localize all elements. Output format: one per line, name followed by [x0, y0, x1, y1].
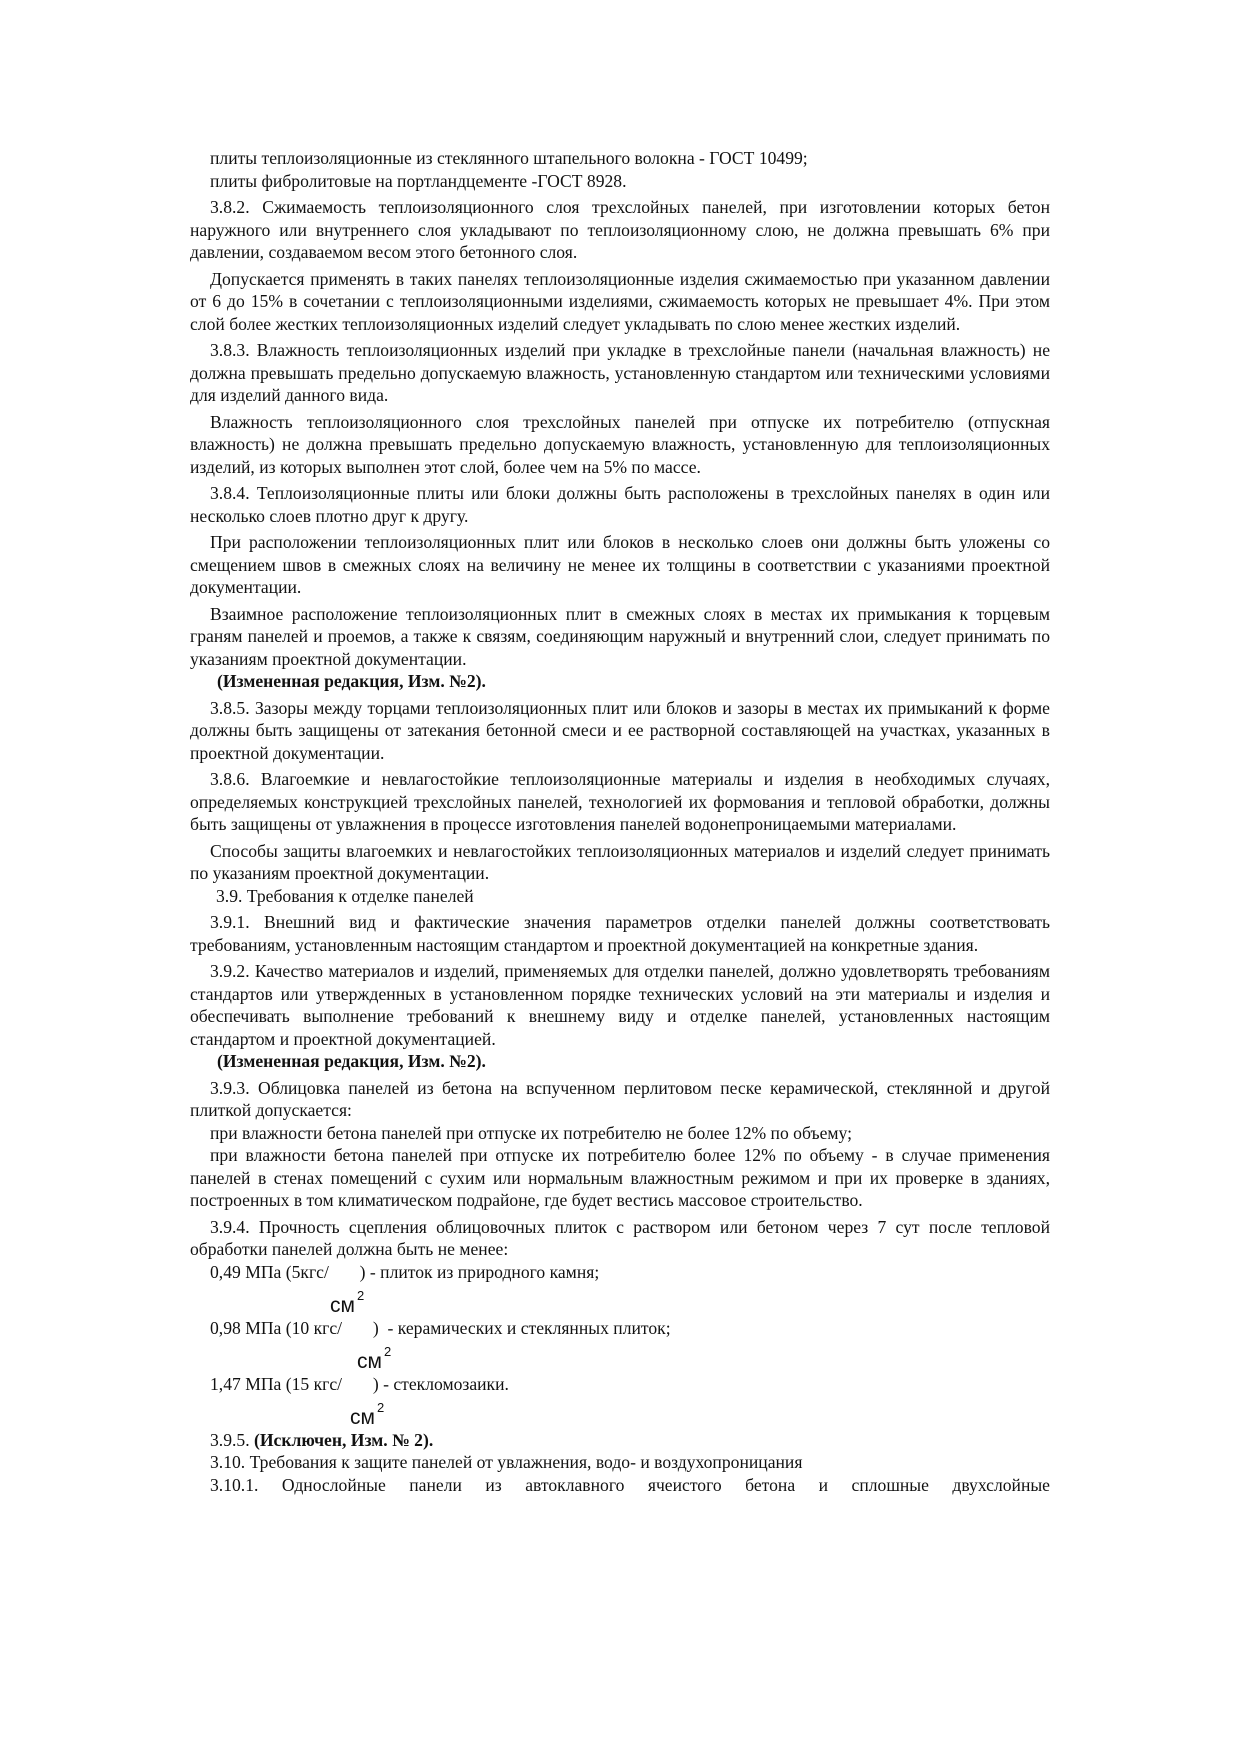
paragraph-3-9-4: 3.9.4. Прочность сцепления облицовочных плиток с раствором или бетоном через 7 сут после тепловой обработки панелей должна быть не менее:	[190, 1216, 1050, 1259]
strength-text: 0,49 МПа (5кгс/ ) - плиток из природного камня;	[210, 1261, 600, 1282]
paragraph-3-9-5	[190, 1429, 1050, 1452]
unit-text: см	[350, 1405, 375, 1429]
paragraph: плиты фибролитовые на портландцементе -ГОСТ 8928.	[210, 170, 627, 191]
strength-text: 0,98 МПа (10 кгс/ ) - керамических и стеклянных плиток;	[210, 1317, 671, 1338]
unit-text: см	[357, 1349, 382, 1373]
paragraph-3-8-4: 3.8.4. Теплоизоляционные плиты или блоки должны быть расположены в трехслойных панелях в один или несколько слоев плотно друг к другу.	[190, 483, 1050, 526]
paragraph: плиты теплоизоляционные из стеклянного штапельного волокна - ГОСТ 10499;	[210, 148, 808, 168]
paragraph: Влажность теплоизоляционного слоя трехслойных панелей при отпуске их потребителю (отпускная влажность) не должна превышать предельно допускаемую влажность, установленную для теплоизоляционных изделий, из которых выполнен этот слой, более чем на 5% по массе.	[190, 411, 1050, 477]
paragraph-3-9-1: 3.9.1. Внешний вид и фактические значения параметров отделки панелей должны соответствовать требованиям, установленным настоящим стандартом и проектной документацией на конкретные здания.	[190, 912, 1050, 955]
strength-text: 1,47 МПа (15 кгс/ ) - стекломозаики.	[210, 1373, 509, 1394]
unit-label	[357, 1345, 391, 1374]
strength-item	[190, 1317, 1050, 1373]
item-number: 3.9.5.	[210, 1429, 250, 1450]
unit-power: 2	[356, 1287, 365, 1303]
item-status: (Исключен, Изм. № 2).	[254, 1429, 434, 1450]
section-heading-3-10: 3.10. Требования к защите панелей от увлажнения, водо- и воздухопроницания	[210, 1452, 803, 1472]
document-page	[190, 147, 1050, 1496]
strength-item	[190, 1261, 1050, 1317]
paragraph: Способы защиты влагоемких и невлагостойких теплоизоляционных материалов и изделий следует принимать по указаниям проектной документации.	[190, 840, 1050, 883]
strength-item	[190, 1373, 1050, 1429]
paragraph: при влажности бетона панелей при отпуске их потребителю более 12% по объему - в случае применения панелей в стенах помещений с сухим или нормальным влажностным режимом и при их проверке в зданиях, построенных в том климатическом подрайоне, где будет вестись массовое строительство.	[190, 1145, 1050, 1210]
unit-label	[330, 1289, 364, 1318]
unit-power: 2	[376, 1399, 385, 1415]
amendment-note: (Измененная редакция, Изм. №2).	[217, 1051, 486, 1071]
section-heading-3-9: 3.9. Требования к отделке панелей	[216, 885, 474, 906]
amendment-note: (Измененная редакция, Изм. №2).	[217, 671, 486, 691]
paragraph-3-10-1: 3.10.1. Однослойные панели из автоклавного ячеистого бетона и сплошные двухслойные	[210, 1474, 1050, 1495]
paragraph-3-8-3: 3.8.3. Влажность теплоизоляционных изделий при укладке в трехслойные панели (начальная влажность) не должна превышать предельно допускаемую влажность, установленную стандартом или техническими условиями для изделий данного вида.	[190, 340, 1050, 405]
unit-label	[350, 1401, 384, 1430]
paragraph-3-9-2: 3.9.2. Качество материалов и изделий, применяемых для отделки панелей, должно удовлетворять требованиям стандартов или утвержденных в установленном порядке технических условий на эти материалы и изделия и обеспечивать выполнение требований к внешнему виду и отделке панелей, установленных настоящим стандартом и проектной документацией.	[190, 961, 1050, 1049]
paragraph-3-8-6: 3.8.6. Влагоемкие и невлагостойкие теплоизоляционные материалы и изделия в необходимых случаях, определяемых конструкцией трехслойных панелей, технологией их формования и тепловой обработки, должны быть защищены от увлажнения в процессе изготовления панелей водонепроницаемыми материалами.	[190, 769, 1050, 834]
unit-power: 2	[383, 1343, 392, 1359]
paragraph: Допускается применять в таких панелях теплоизоляционные изделия сжимаемостью при указанном давлении от 6 до 15% в сочетании с теплоизоляционными изделиями, сжимаемость которых не превышает 4%. При этом слой более жестких теплоизоляционных изделий следует укладывать по слою менее жестких изделий.	[190, 268, 1050, 334]
paragraph: При расположении теплоизоляционных плит или блоков в несколько слоев они должны быть уложены со смещением швов в смежных слоях на величину не менее их толщины в соответствии с указаниями проектной документации.	[190, 532, 1050, 597]
paragraph: при влажности бетона панелей при отпуске их потребителю не более 12% по объему;	[210, 1122, 852, 1143]
paragraph-3-9-3: 3.9.3. Облицовка панелей из бетона на вспученном перлитовом песке керамической, стеклянной и другой плиткой допускается:	[190, 1077, 1050, 1120]
unit-text: см	[330, 1293, 355, 1317]
paragraph-3-8-2: 3.8.2. Сжимаемость теплоизоляционного слоя трехслойных панелей, при изготовлении которых бетон наружного или внутреннего слоя укладывают по теплоизоляционному слою, не должна превышать 6% при давлении, создаваемом весом этого бетонного слоя.	[190, 197, 1050, 262]
paragraph: Взаимное расположение теплоизоляционных плит в смежных слоях в местах их примыкания к торцевым граням панелей и проемов, а также к связям, соединяющим наружный и внутренний слои, следует принимать по указаниям проектной документации.	[190, 603, 1050, 669]
paragraph-3-8-5: 3.8.5. Зазоры между торцами теплоизоляционных плит или блоков и зазоры в местах их примыканий к форме должны быть защищены от затекания бетонной смеси и ее растворной составляющей на участках, указанных в проектной документации.	[190, 697, 1050, 763]
